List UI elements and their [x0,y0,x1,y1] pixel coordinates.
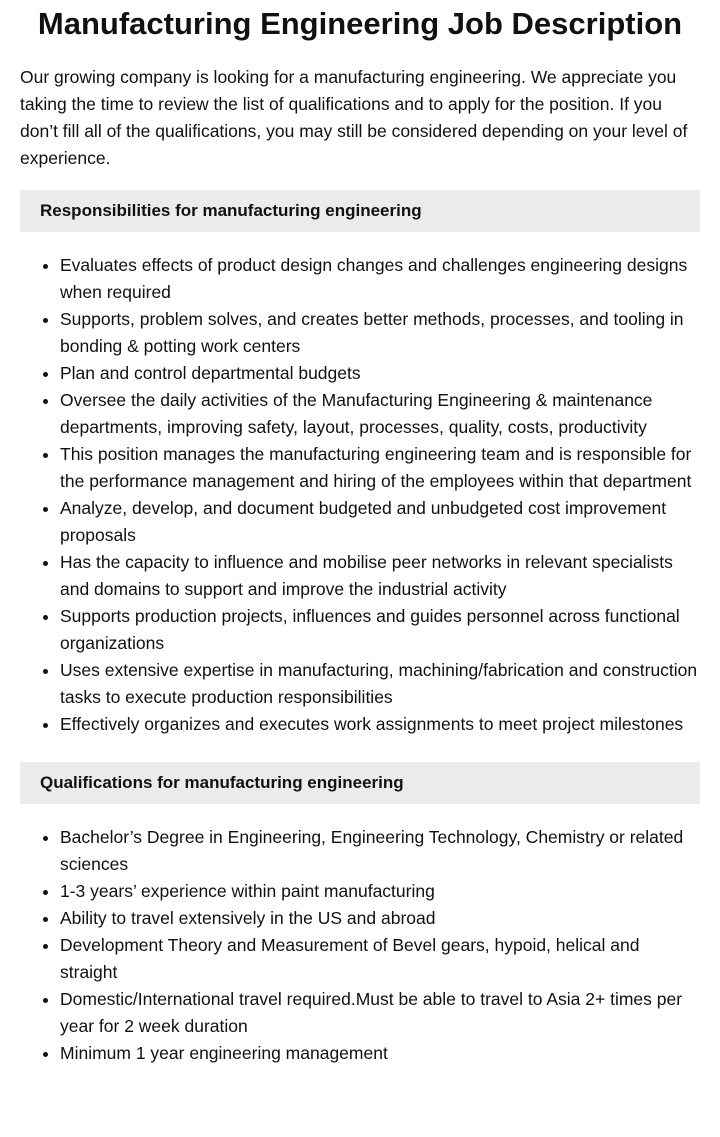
page-title: Manufacturing Engineering Job Description [37,6,683,41]
list-item: • Has the capacity to influence and mobilise peer networks in relevant specialists and domains to support and improve the industrial activity [60,549,700,603]
list-item: • Plan and control departmental budgets [60,360,700,387]
list-item: • 1-3 years’ experience within paint manufacturing [60,878,700,905]
qualifications-list [20,824,700,1067]
list-item: • Uses extensive expertise in manufacturing, machining/fabrication and construction tasks to execute production responsibilities [60,657,700,711]
list-item: • This position manages the manufacturing engineering team and is responsible for the performance management and hiring of the employees within that department [60,441,700,495]
list-item: • Domestic/International travel required.Must be able to travel to Asia 2+ times per year for 2 week duration [60,986,700,1040]
list-item: • Oversee the daily activities of the Manufacturing Engineering & maintenance departments, improving safety, layout, processes, quality, costs, productivity [60,387,700,441]
list-item: • Development Theory and Measurement of Bevel gears, hypoid, helical and straight [60,932,700,986]
responsibilities-heading: Responsibilities for manufacturing engineering [20,190,700,232]
qualifications-heading: Qualifications for manufacturing engineering [20,762,700,804]
list-item: • Effectively organizes and executes work assignments to meet project milestones [60,711,700,738]
list-item: • Minimum 1 year engineering management [60,1040,700,1067]
list-item: • Evaluates effects of product design changes and challenges engineering designs when required [60,252,700,306]
intro-paragraph: Our growing company is looking for a manufacturing engineering. We appreciate you taking the time to review the list of qualifications and to apply for the position. If you don’t fill all of the qualifications, you may still be considered depending on your level of experience. [20,67,688,168]
list-item: • Ability to travel extensively in the US and abroad [60,905,700,932]
list-item: • Supports, problem solves, and creates better methods, processes, and tooling in bonding & potting work centers [60,306,700,360]
list-item: • Supports production projects, influences and guides personnel across functional organizations [60,603,700,657]
list-item: • Analyze, develop, and document budgeted and unbudgeted cost improvement proposals [60,495,700,549]
responsibilities-list [20,252,700,738]
list-item: • Bachelor’s Degree in Engineering, Engineering Technology, Chemistry or related sciences [60,824,700,878]
